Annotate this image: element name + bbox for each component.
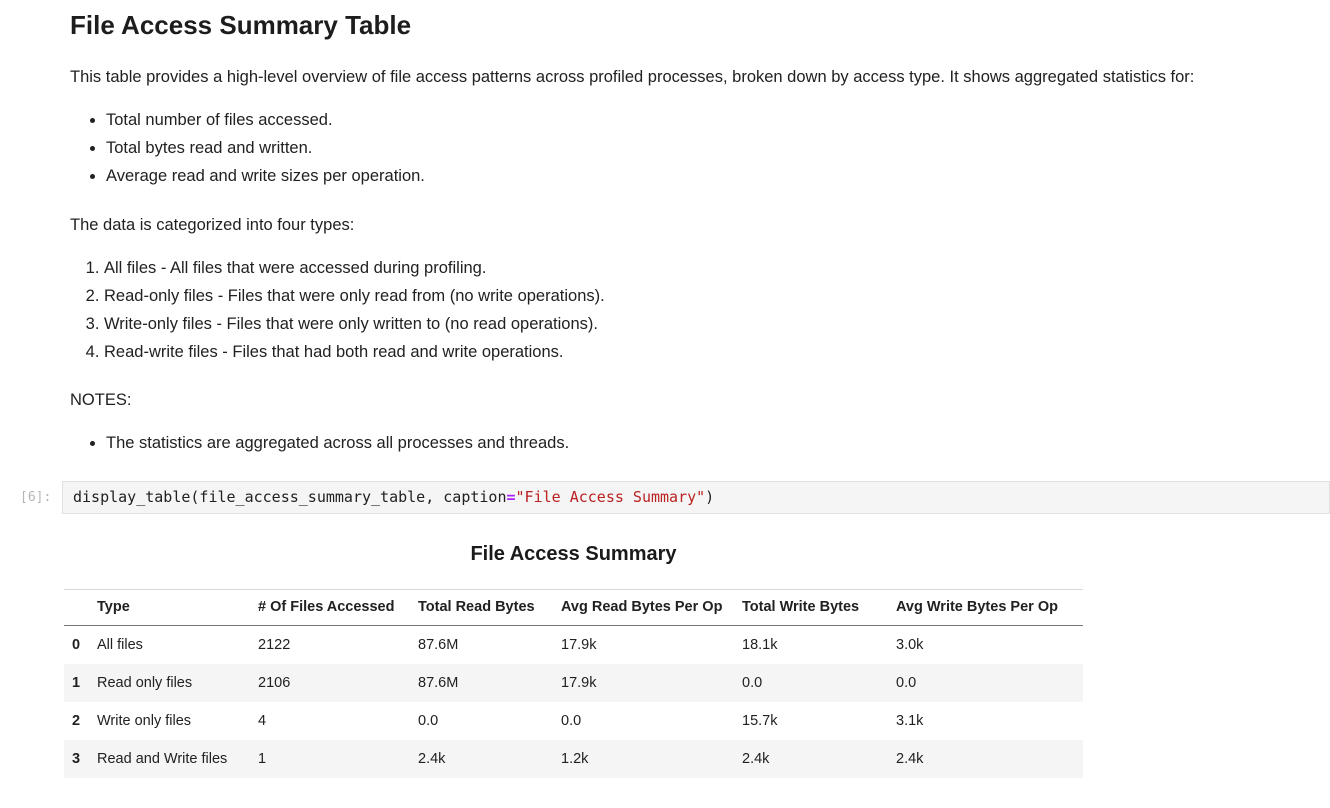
row-index: 3 — [72, 750, 81, 767]
cell-total-read-bytes: 87.6M — [418, 636, 459, 653]
list-item: 2. Read-only files - Files that were only read from (no write operations). — [104, 282, 1320, 310]
cell-type: Read only files — [97, 674, 193, 691]
cell-avg-read-bytes: 1.2k — [561, 750, 589, 767]
list-item: • The statistics are aggregated across all processes and threads. — [106, 429, 1320, 457]
list-item: 1. All files - All files that were accessed during profiling. — [104, 254, 1320, 282]
column-header-total-read-bytes: Total Read Bytes — [410, 589, 553, 625]
execution-count-prompt: [6]: — [20, 489, 52, 505]
cell-files-accessed: 2122 — [258, 636, 291, 653]
cell-total-write-bytes: 0.0 — [742, 674, 763, 691]
cell-avg-read-bytes: 17.9k — [561, 674, 597, 691]
cell-files-accessed: 4 — [258, 712, 267, 729]
cell-total-write-bytes: 2.4k — [742, 750, 770, 767]
code-operator: = — [506, 487, 516, 506]
notes-label: NOTES: — [70, 390, 132, 409]
table-row — [64, 664, 1083, 702]
cell-total-read-bytes: 87.6M — [418, 674, 459, 691]
cell-avg-write-bytes: 0.0 — [896, 674, 917, 691]
column-header-files-accessed: # Of Files Accessed — [250, 589, 410, 625]
code-cell — [0, 481, 1330, 514]
code-text: display_table(file_access_summary_table, caption — [73, 487, 507, 506]
table-caption: File Access Summary — [470, 542, 677, 565]
stats-list — [70, 106, 1320, 190]
row-index: 1 — [72, 674, 81, 691]
cell-avg-write-bytes: 3.0k — [896, 636, 924, 653]
code-line — [73, 488, 714, 506]
cell-avg-read-bytes: 17.9k — [561, 636, 597, 653]
categories-list — [70, 254, 1320, 366]
cell-avg-read-bytes: 0.0 — [561, 712, 582, 729]
code-text: ) — [705, 487, 715, 506]
cell-type: Read and Write files — [97, 750, 228, 767]
table-row — [64, 702, 1083, 740]
table-header — [64, 589, 1083, 625]
notes-list — [70, 429, 1320, 457]
cell-files-accessed: 1 — [258, 750, 267, 767]
file-access-summary-table — [64, 589, 1083, 778]
column-header-avg-write-bytes: Avg Write Bytes Per Op — [888, 589, 1083, 625]
table-row — [64, 740, 1083, 778]
output-area — [64, 542, 1083, 778]
cell-type: Write only files — [97, 712, 192, 729]
cell-total-read-bytes: 0.0 — [418, 712, 439, 729]
code-input[interactable] — [62, 481, 1330, 514]
table-row — [64, 625, 1083, 664]
categories-intro: The data is categorized into four types: — [70, 215, 355, 234]
list-item: 4. Read-write files - Files that had both read and write operations. — [104, 338, 1320, 366]
markdown-cell — [70, 9, 1320, 457]
row-index: 0 — [72, 636, 81, 653]
column-header-type: Type — [89, 589, 250, 625]
table-header-row — [64, 589, 1083, 625]
cell-type: All files — [97, 636, 143, 653]
cell-avg-write-bytes: 3.1k — [896, 712, 924, 729]
table-body — [64, 625, 1083, 778]
cell-total-read-bytes: 2.4k — [418, 750, 446, 767]
cell-files-accessed: 2106 — [258, 674, 291, 691]
page-title: File Access Summary Table — [70, 10, 412, 40]
code-string: "File Access Summary" — [515, 487, 706, 506]
cell-total-write-bytes: 15.7k — [742, 712, 778, 729]
notebook-page — [0, 9, 1330, 778]
list-item: • Average read and write sizes per operation. — [106, 162, 1320, 190]
list-item: 3. Write-only files - Files that were only written to (no read operations). — [104, 310, 1320, 338]
list-item: • Total number of files accessed. — [106, 106, 1320, 134]
column-header-index — [64, 589, 89, 625]
cell-avg-write-bytes: 2.4k — [896, 750, 924, 767]
row-index: 2 — [72, 712, 81, 729]
cell-total-write-bytes: 18.1k — [742, 636, 778, 653]
list-item: • Total bytes read and written. — [106, 134, 1320, 162]
column-header-total-write-bytes: Total Write Bytes — [734, 589, 888, 625]
intro-paragraph: This table provides a high-level overview of file access patterns across profiled processes, broken down by access type. It shows aggregated statistics for: — [70, 67, 1195, 86]
column-header-avg-read-bytes: Avg Read Bytes Per Op — [553, 589, 734, 625]
